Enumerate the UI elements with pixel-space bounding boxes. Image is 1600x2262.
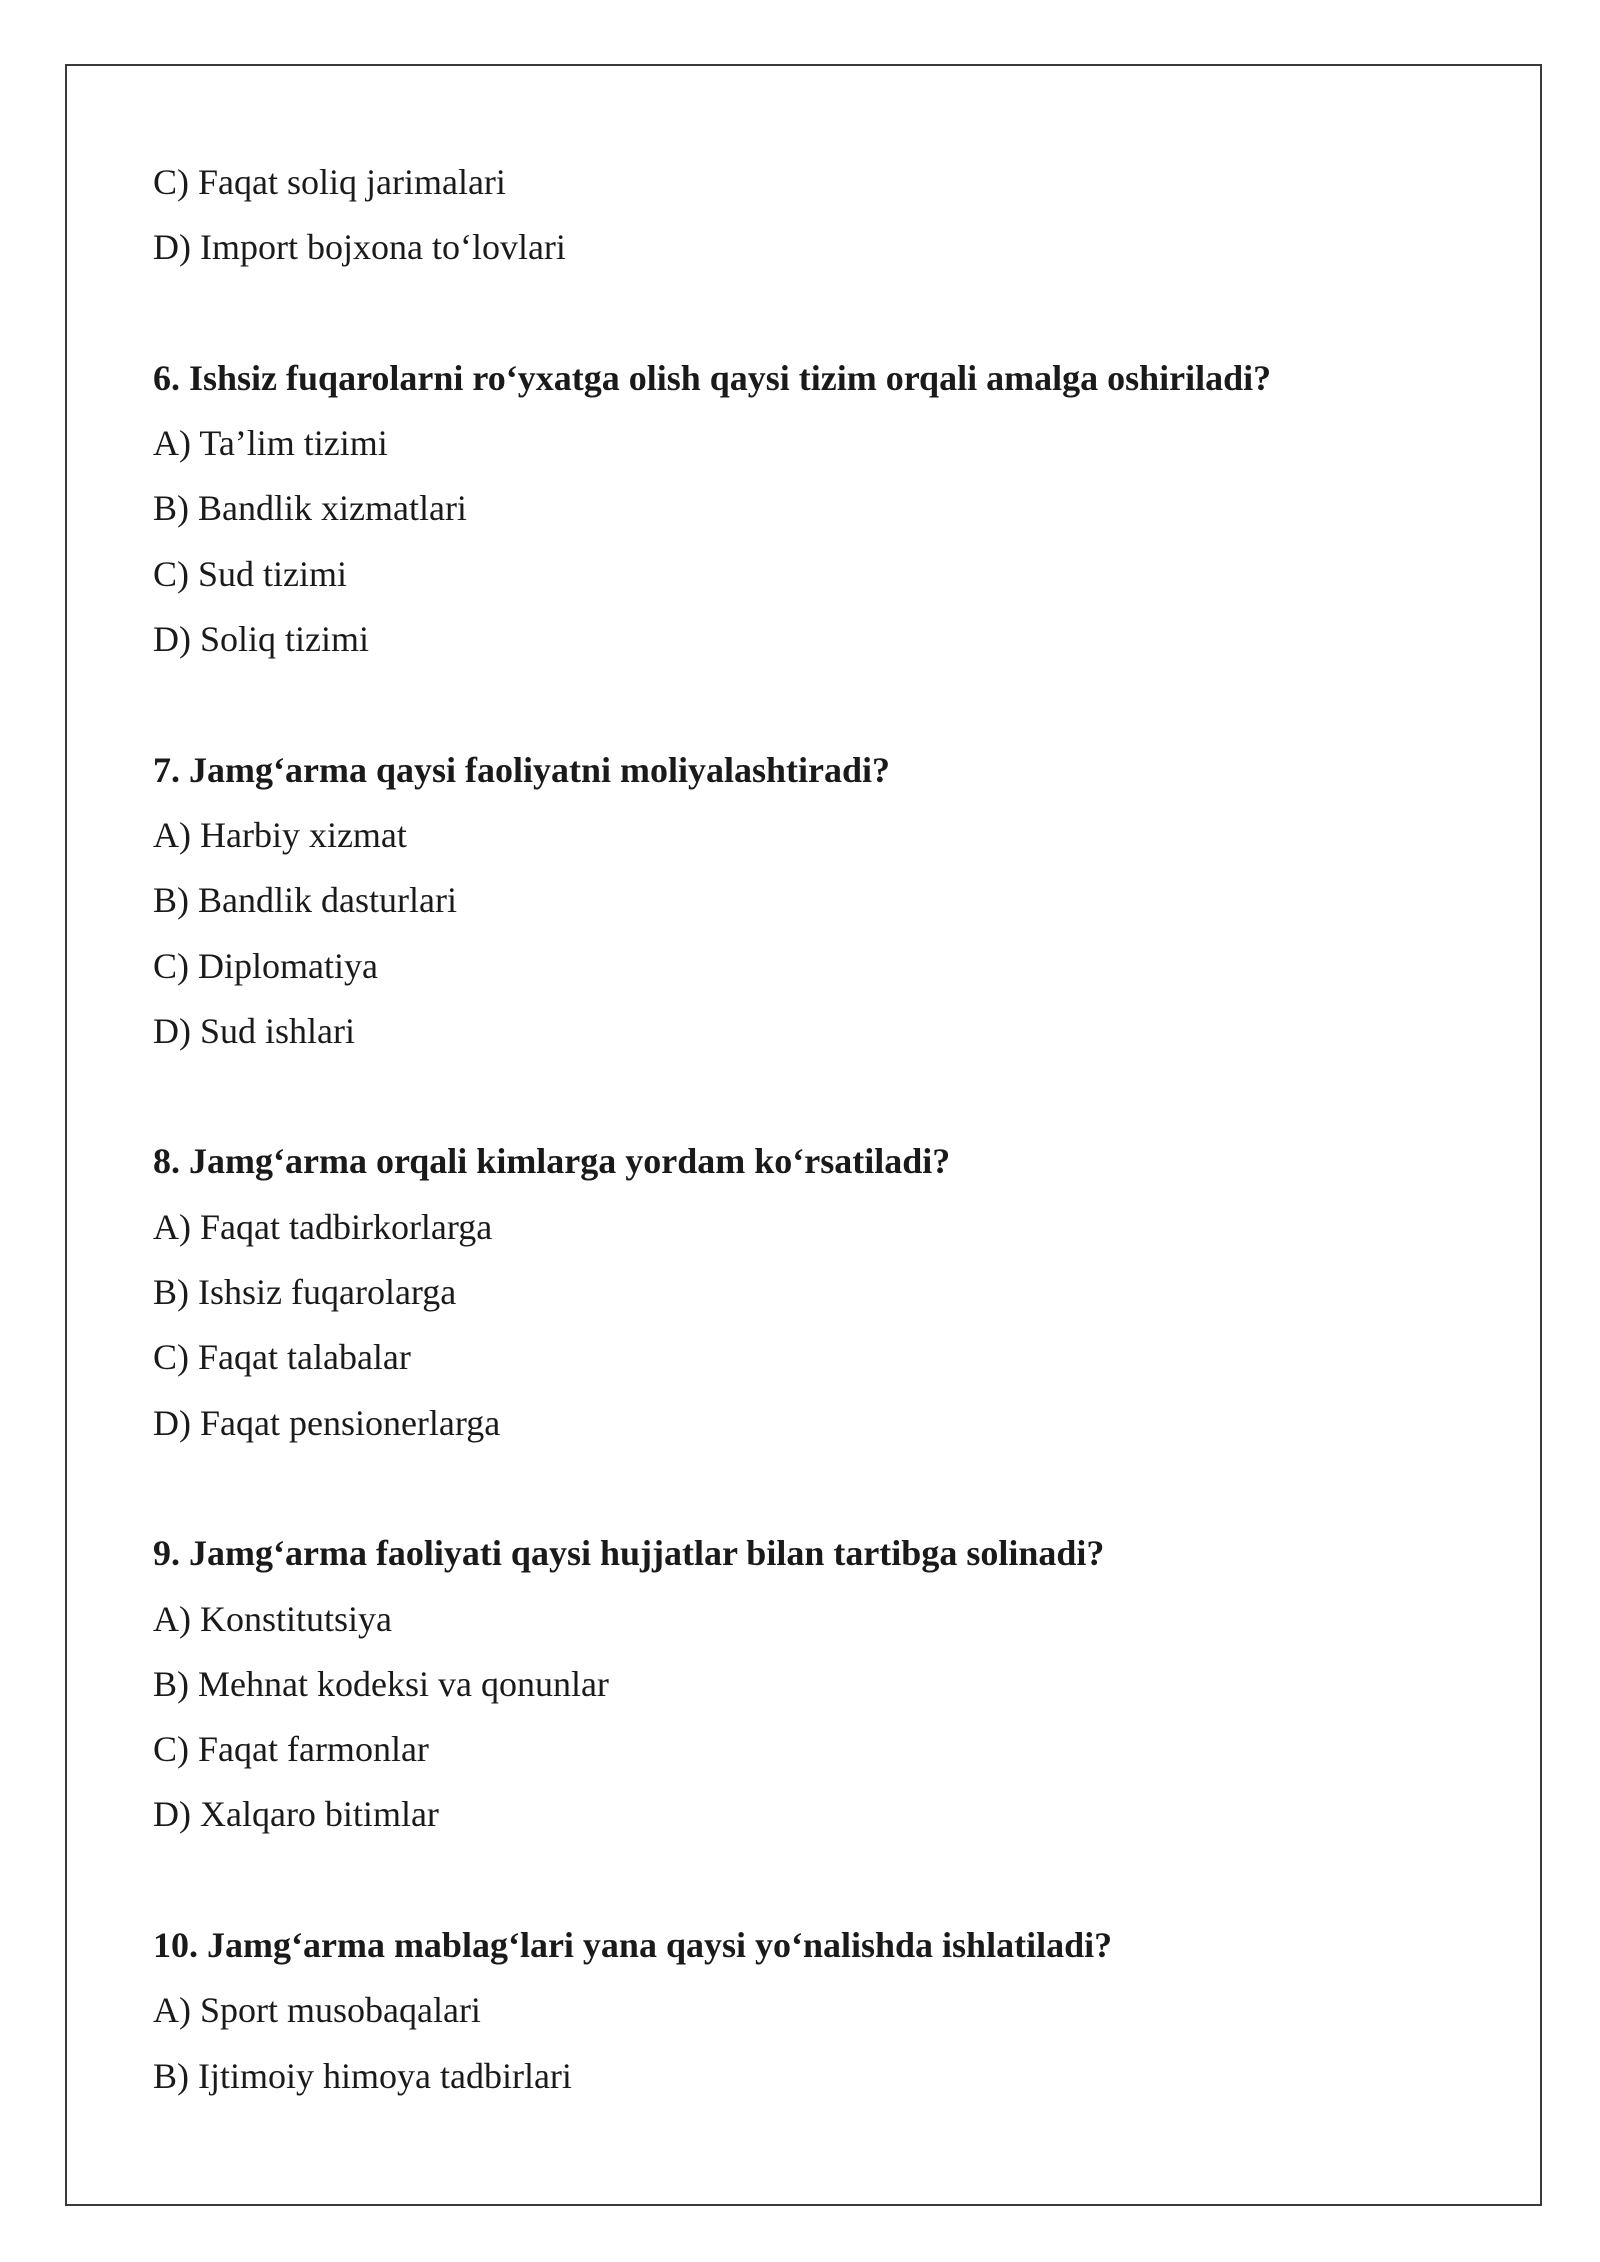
question-title: 7. Jamg‘arma qaysi faoliyatni moliyalashtiradi? [153, 749, 890, 790]
option-line: C) Diplomatiya [153, 945, 378, 986]
option-line: C) Faqat soliq jarimalari [153, 162, 506, 202]
option-line: C) Sud tizimi [153, 553, 348, 594]
option-line: B) Bandlik xizmatlari [153, 488, 467, 529]
option-line: D) Soliq tizimi [153, 619, 369, 660]
option-line: B) Ishsiz fuqarolarga [153, 1272, 457, 1313]
option-line: D) Import bojxona to‘lovlari [153, 227, 566, 268]
question-title: 8. Jamg‘arma orqali kimlarga yordam ko‘rsatiladi? [153, 1141, 951, 1182]
question-block-6 [153, 346, 1453, 672]
option-line: D) Faqat pensionerlarga [153, 1402, 501, 1443]
spacer [153, 1456, 1453, 1521]
spacer [153, 672, 1453, 737]
question-block-10 [153, 1913, 1453, 2109]
option-line: A) Faqat tadbirkorlarga [153, 1206, 493, 1247]
question-title: 9. Jamg‘arma faoliyati qaysi hujjatlar bilan tartibga solinadi? [153, 1533, 1105, 1574]
option-line: B) Bandlik dasturlari [153, 880, 457, 921]
option-line: C) Faqat talabalar [153, 1337, 411, 1378]
document-content [153, 150, 1453, 2109]
option-line: B) Mehnat kodeksi va qonunlar [153, 1663, 609, 1704]
question-block-7 [153, 738, 1453, 1064]
question-title: 10. Jamg‘arma mablag‘lari yana qaysi yo‘nalishda ishlatiladi? [153, 1925, 1113, 1966]
spacer [153, 281, 1453, 346]
option-line: D) Xalqaro bitimlar [153, 1794, 439, 1835]
spacer [153, 1848, 1453, 1913]
option-line: A) Sport musobaqalari [153, 1990, 481, 2031]
option-line: A) Ta’lim tizimi [153, 423, 388, 464]
question-block-9 [153, 1521, 1453, 1847]
question-title: 6. Ishsiz fuqarolarni ro‘yxatga olish qaysi tizim orqali amalga oshiriladi? [153, 357, 1272, 398]
option-line: C) Faqat farmonlar [153, 1729, 429, 1770]
option-line: A) Konstitutsiya [153, 1598, 392, 1639]
question-block-8 [153, 1129, 1453, 1455]
option-line: A) Harbiy xizmat [153, 814, 407, 855]
spacer [153, 1064, 1453, 1129]
option-line: B) Ijtimoiy himoya tadbirlari [153, 2055, 572, 2096]
option-line: D) Sud ishlari [153, 1010, 355, 1051]
